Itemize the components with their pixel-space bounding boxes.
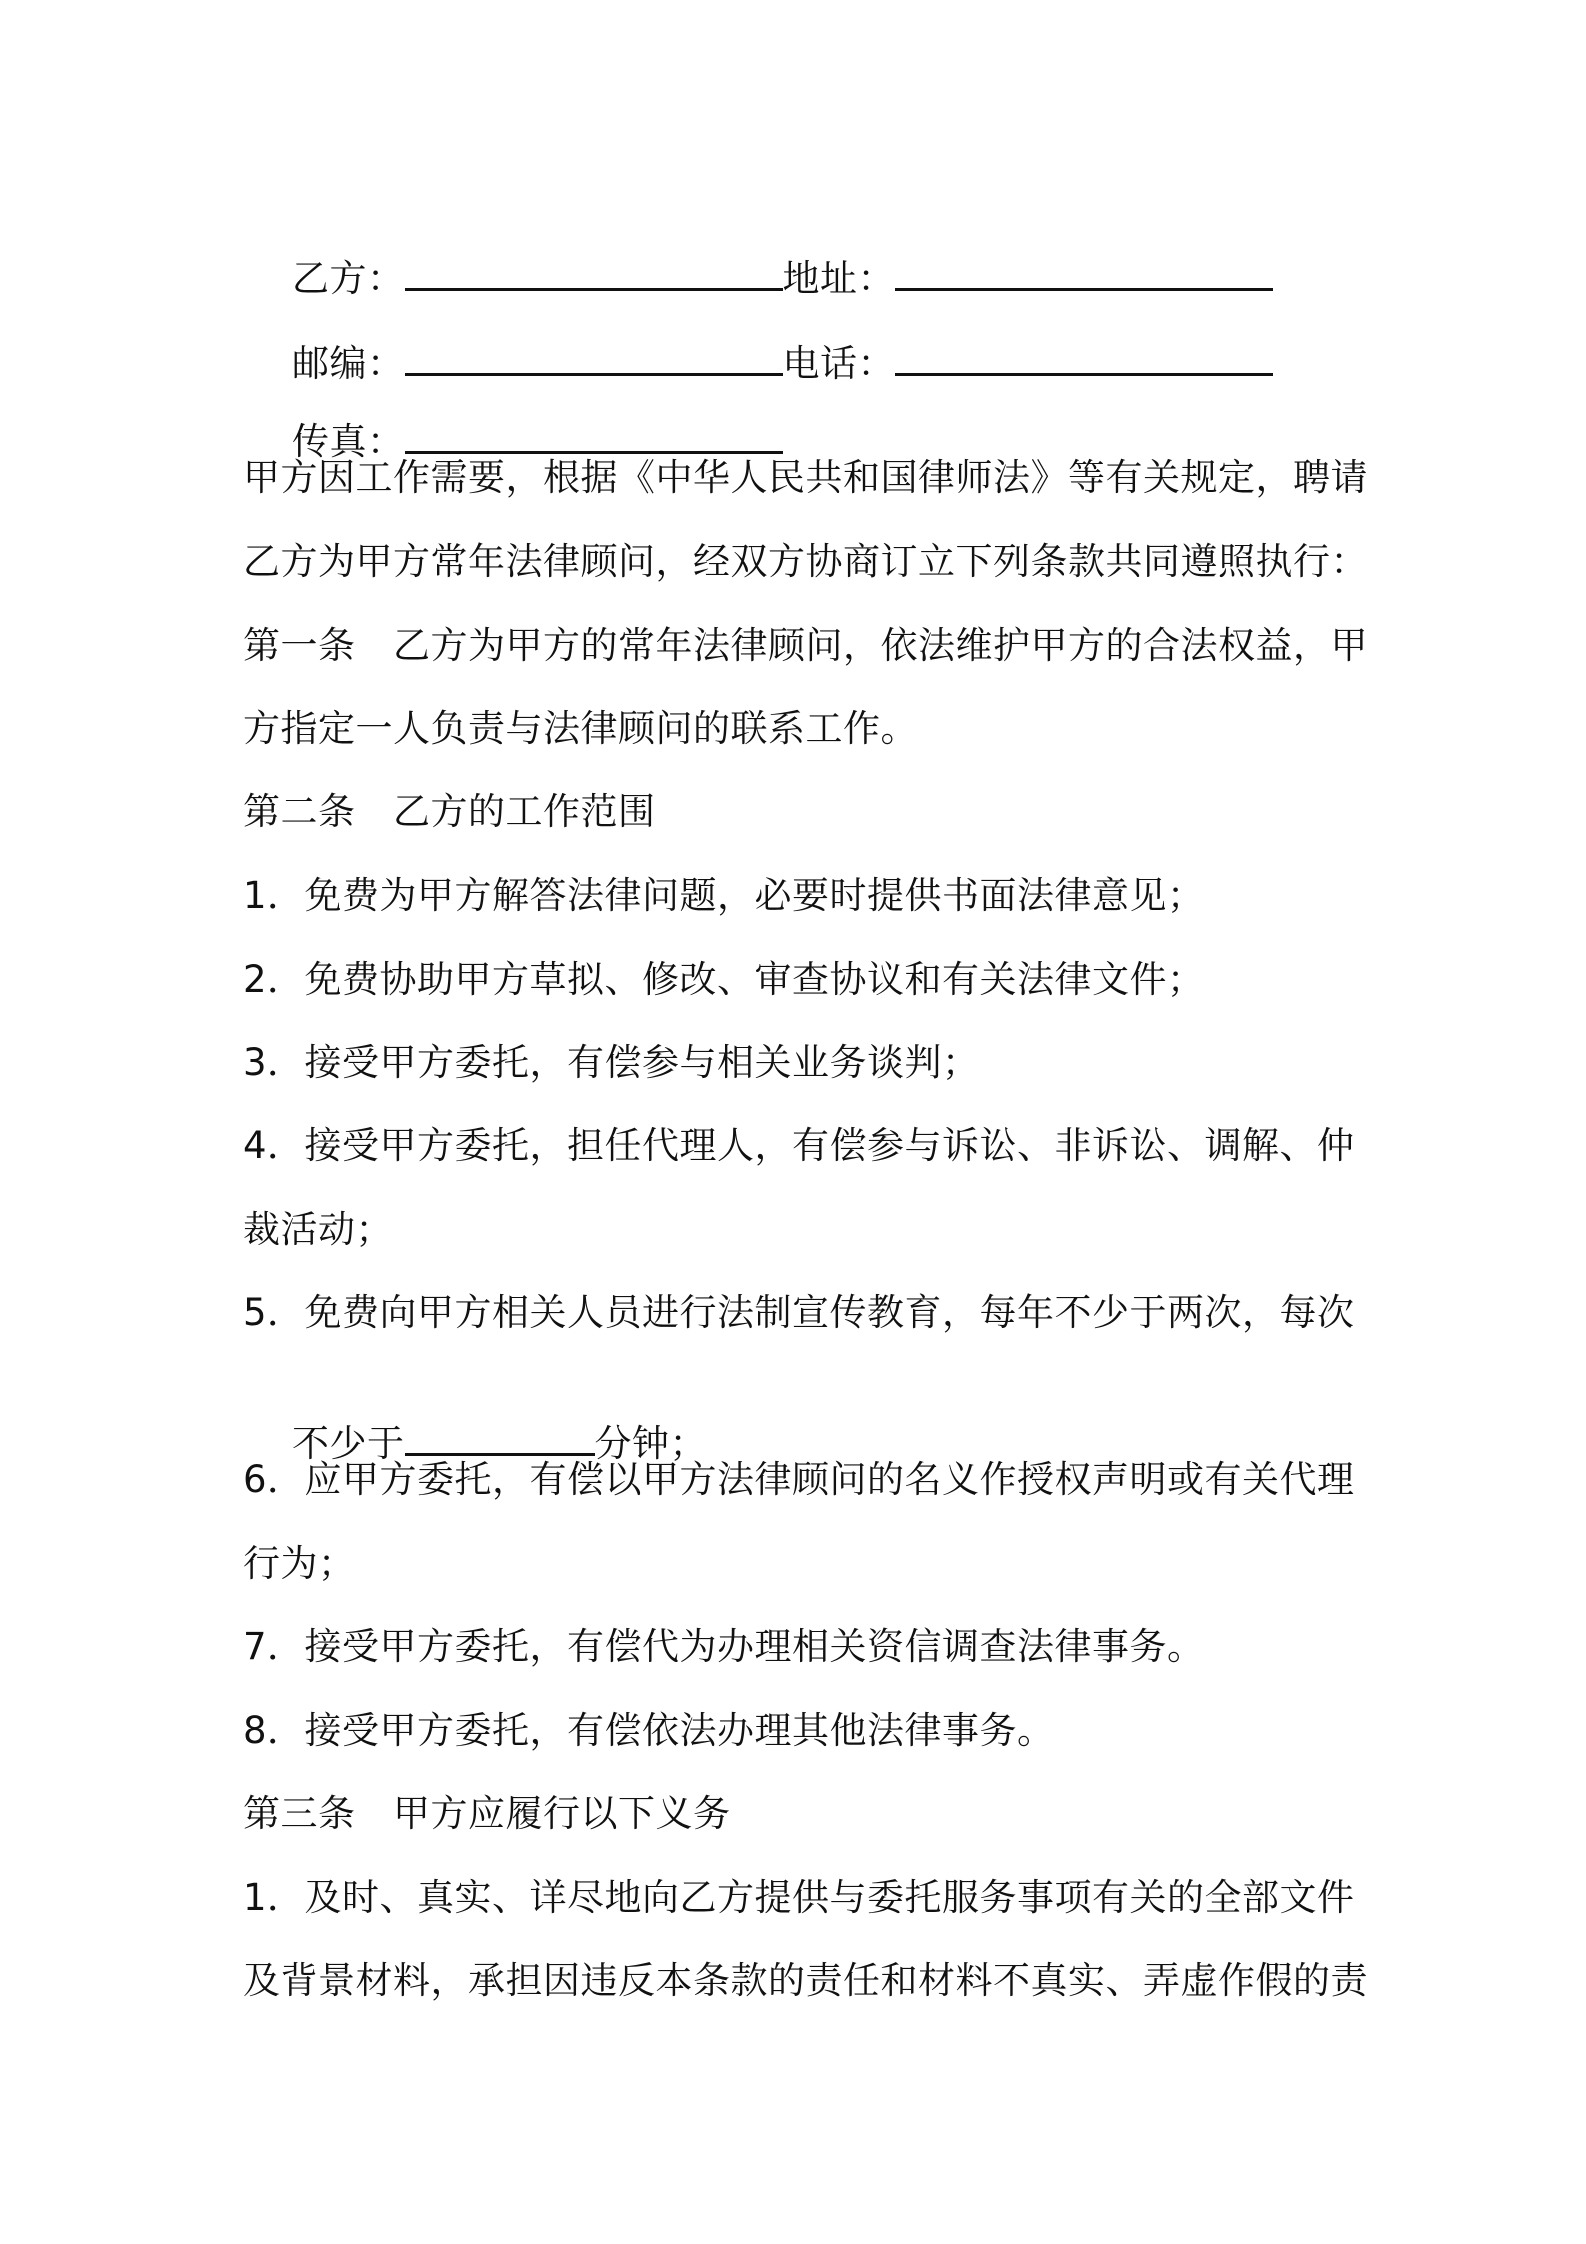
- minutes-suffix: 分钟；: [594, 1422, 708, 1465]
- fax-label: 传真：: [292, 420, 405, 463]
- intro-line-2: 乙方为甲方常年法律顾问，经双方协商订立下列条款共同遵照执行：: [243, 540, 1368, 583]
- article2-item-5-line-1: 5．免费向甲方相关人员进行法制宣传教育，每年不少于两次，每次: [243, 1291, 1355, 1334]
- postcode-label: 邮编：: [292, 342, 405, 385]
- article2-item-6-line-2: 行为；: [243, 1542, 356, 1585]
- article2-item-6-line-1: 6．应甲方委托，有偿以甲方法律顾问的名义作授权声明或有关代理: [243, 1458, 1355, 1501]
- article1-line-2: 方指定一人负责与法律顾问的联系工作。: [243, 707, 918, 750]
- article3-item-1-line-1: 1．及时、真实、详尽地向乙方提供与委托服务事项有关的全部文件: [243, 1876, 1355, 1919]
- address-blank: [895, 254, 1273, 291]
- article2-item-4-line-2: 裁活动；: [243, 1208, 393, 1251]
- article2-item-3: 3．接受甲方委托，有偿参与相关业务谈判；: [243, 1041, 980, 1084]
- article2-item-7: 7．接受甲方委托，有偿代为办理相关资信调查法律事务。: [243, 1625, 1205, 1668]
- article3-title: 第三条 甲方应履行以下义务: [243, 1792, 731, 1835]
- article2-item-4-line-1: 4．接受甲方委托，担任代理人，有偿参与诉讼、非诉讼、调解、仲: [243, 1124, 1355, 1167]
- article2-item-2: 2．免费协助甲方草拟、修改、审查协议和有关法律文件；: [243, 958, 1205, 1001]
- article2-item-1: 1．免费为甲方解答法律问题，必要时提供书面法律意见；: [243, 874, 1205, 917]
- address-label: 地址：: [782, 257, 896, 300]
- article2-title: 第二条 乙方的工作范围: [243, 790, 656, 833]
- fax-blank: [405, 417, 783, 454]
- article2-item-8: 8．接受甲方委托，有偿依法办理其他法律事务。: [243, 1709, 1055, 1752]
- postcode-blank: [405, 339, 783, 376]
- article1-line-1: 第一条 乙方为甲方的常年法律顾问，依法维护甲方的合法权益，甲: [243, 624, 1368, 667]
- minutes-prefix: 不少于: [292, 1422, 405, 1465]
- phone-label: 电话：: [782, 342, 896, 385]
- yifang-label: 乙方：: [292, 257, 405, 300]
- article3-item-1-line-2: 及背景材料，承担因违反本条款的责任和材料不真实、弄虚作假的责: [243, 1959, 1368, 2002]
- phone-blank: [895, 339, 1273, 376]
- intro-line-1: 甲方因工作需要，根据《中华人民共和国律师法》等有关规定，聘请: [243, 456, 1368, 499]
- yifang-blank: [405, 254, 783, 291]
- minutes-blank: [405, 1419, 595, 1456]
